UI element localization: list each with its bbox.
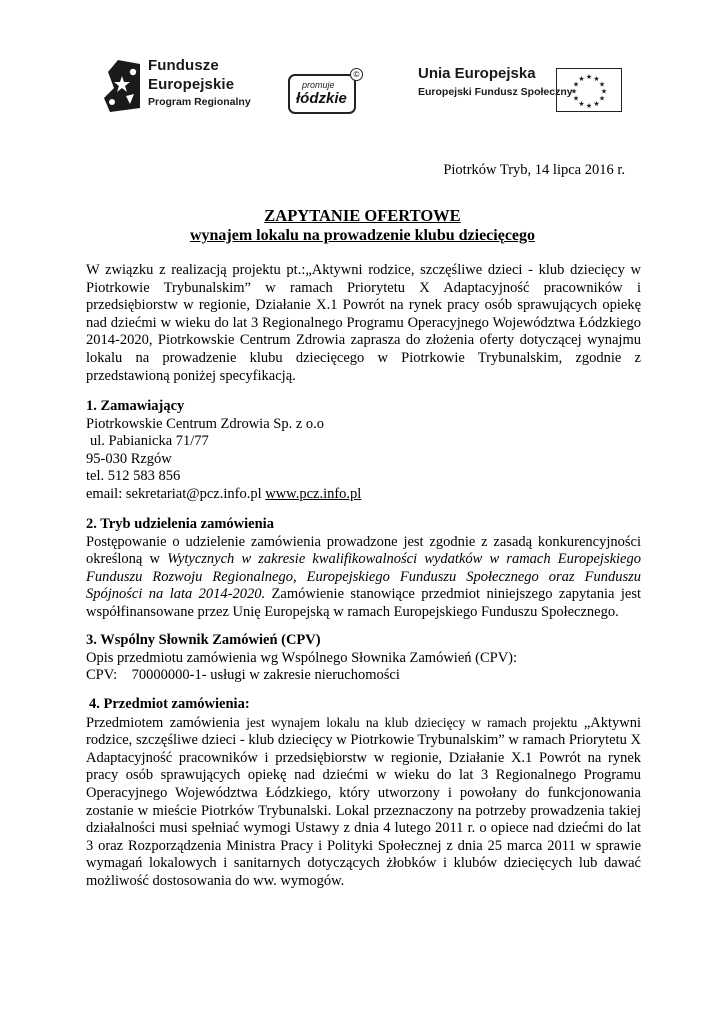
intro-paragraph: W związku z realizacją projektu pt.:„Aktywni rodzice, szczęśliwe dzieci - klub dziecięcy w Piotrkowie Trybunalskim” w ramach Priorytetu X Adaptacyjność pracowników i przedsiębiorstw w regionie, Działanie X.1 Powrót na rynek pracy osób sprawujących opiekę nad dziećmi w wieku do lat 3 Regionalnego Programu Operacyjnego Województwa Łódzkiego 2014-2020, Piotrkowskie Centrum Zdrowia zaprasza do złożenia oferty dotyczącej wynajmu lokalu na prowadzenie klubu dziecięcego w Piotrkowie Trybunalskim, zgodnie z przedstawioną poniżej specyfikacją. bbox=[86, 262, 641, 384]
fundusze-line2: Europejskie bbox=[148, 76, 235, 93]
fundusze-logo-text bbox=[148, 56, 251, 110]
cpv-description: Opis przedmiotu zamówienia wg Wspólnego Słownika Zamówień (CPV): bbox=[86, 649, 518, 666]
subject-text-a: Przedmiotem zamówienia bbox=[86, 714, 247, 731]
orderer-email[interactable]: email: sekretariat@pcz.info.pl bbox=[86, 485, 262, 502]
svg-text:★: ★ bbox=[585, 102, 593, 110]
section-ordering-party bbox=[86, 398, 641, 504]
orderer-city: 95-030 Rzgów bbox=[86, 450, 172, 467]
promuje-lodzkie-logo bbox=[288, 68, 364, 116]
svg-text:★: ★ bbox=[578, 75, 585, 83]
eu-flag-icon bbox=[556, 68, 622, 112]
document-title: ZAPYTANIE OFERTOWE bbox=[264, 206, 461, 225]
orderer-website-link[interactable]: www.pcz.info.pl bbox=[265, 485, 362, 502]
procedure-guidelines-title: Wytycznych w zakresie kwalifikowalności wydatków w ramach Europejskiego Funduszu Rozwoju Regionalnego, Europejskiego Funduszu Społecznego oraz Funduszu Spójności na lata 2014-2020. bbox=[86, 551, 641, 603]
section-2-heading: 2. Tryb udzielenia zamówienia bbox=[86, 516, 274, 532]
svg-text:★: ★ bbox=[598, 94, 606, 103]
lodzkie-frame bbox=[288, 74, 356, 114]
section-3-heading: 3. Wspólny Słownik Zamówień (CPV) bbox=[86, 632, 321, 648]
ue-line1: Unia Europejska bbox=[418, 65, 536, 82]
ue-line2: Europejski Fundusz Społeczny bbox=[418, 86, 573, 98]
procedure-paragraph bbox=[86, 534, 641, 622]
unia-europejska-logo-text bbox=[418, 64, 573, 100]
fundusze-line3: Program Regionalny bbox=[148, 96, 251, 108]
svg-text:★: ★ bbox=[585, 73, 593, 81]
svg-text:★: ★ bbox=[593, 100, 600, 108]
section-cpv bbox=[86, 632, 641, 685]
logo-bar bbox=[0, 48, 725, 128]
copyright-mark: © bbox=[350, 68, 363, 81]
document-subtitle: wynajem lokalu na prowadzenie klubu dziecięcego bbox=[189, 227, 536, 244]
section-4-heading: 4. Przedmiot zamówienia: bbox=[89, 696, 250, 712]
section-subject bbox=[86, 696, 641, 891]
procedure-text-b: Zamówienie stanowiące przedmiot niniejszego zapytania jest współfinansowane przez Unię Europejską w ramach Europejskiego Funduszu Społecznego. bbox=[86, 586, 641, 620]
place-date: Piotrków Tryb, 14 lipca 2016 r. bbox=[443, 162, 625, 178]
intro-section bbox=[86, 262, 641, 385]
section-procedure bbox=[86, 516, 641, 622]
svg-text:★: ★ bbox=[578, 100, 585, 108]
eu-stars-icon bbox=[557, 69, 621, 111]
subject-paragraph bbox=[86, 714, 641, 891]
svg-text:★: ★ bbox=[572, 80, 580, 89]
svg-text:★: ★ bbox=[598, 80, 606, 89]
section-1-heading: 1. Zamawiający bbox=[86, 398, 185, 414]
orderer-phone: tel. 512 583 856 bbox=[86, 468, 181, 485]
orderer-street: ul. Pabianicka 71/77 bbox=[90, 433, 209, 450]
fundusze-europejskie-logo bbox=[100, 56, 260, 118]
svg-text:★: ★ bbox=[572, 94, 580, 103]
subject-text-b: „Aktywni rodzice, szczęśliwe dzieci - klub dziecięcy w Piotrkowie Trybunalskim” w ramach Priorytetu X Adaptacyjność pracowników i przedsiębiorstw w regionie, Działanie X.1 Powrót na rynek pracy osób sprawujących opiekę nad dziećmi w wieku do lat 3 Regionalnego Programu Operacyjnego Województwa Łódzkiego, który utworzony i powołany do funkcjonowania zostanie w mieście Piotrków Trybunalski. Lokal przeznaczony na potrzeby prowadzenia takiej działalności musi spełniać wymogi Ustawy z dnia 4 lutego 2011 r. o opiece nad dziećmi do lat 3 oraz Rozporządzenia Ministra Pracy i Polityki Społecznej z dnia 25 marca 2011 w sprawie wymagań lokalowych i sanitarnych dotyczących żłobków i klubów dziecięcych lub dawać możliwość dostosowania do ww. wymogów. bbox=[86, 714, 641, 889]
lodzkie-small-text: promuje bbox=[302, 80, 335, 90]
orderer-name: Piotrkowskie Centrum Zdrowia Sp. z o.o bbox=[86, 415, 325, 432]
fundusze-line1: Fundusze bbox=[148, 57, 219, 74]
svg-text:★: ★ bbox=[570, 87, 578, 96]
procedure-text-a: Postępowanie o udzielenie zamówienia prowadzone jest zgodnie z zasadą konkurencyjności określoną w bbox=[86, 533, 641, 568]
orderer-contact bbox=[86, 486, 641, 504]
lodzkie-name: łódzkie bbox=[296, 90, 347, 107]
svg-text:★: ★ bbox=[593, 75, 600, 83]
svg-text:★: ★ bbox=[600, 87, 608, 96]
fundusze-star-figure-icon bbox=[100, 58, 144, 114]
cpv-code: CPV: 70000000-1- usługi w zakresie nieruchomości bbox=[86, 667, 400, 684]
subject-text-small: jest wynajem lokalu na klub dziecięcy w ramach projektu bbox=[246, 714, 578, 730]
